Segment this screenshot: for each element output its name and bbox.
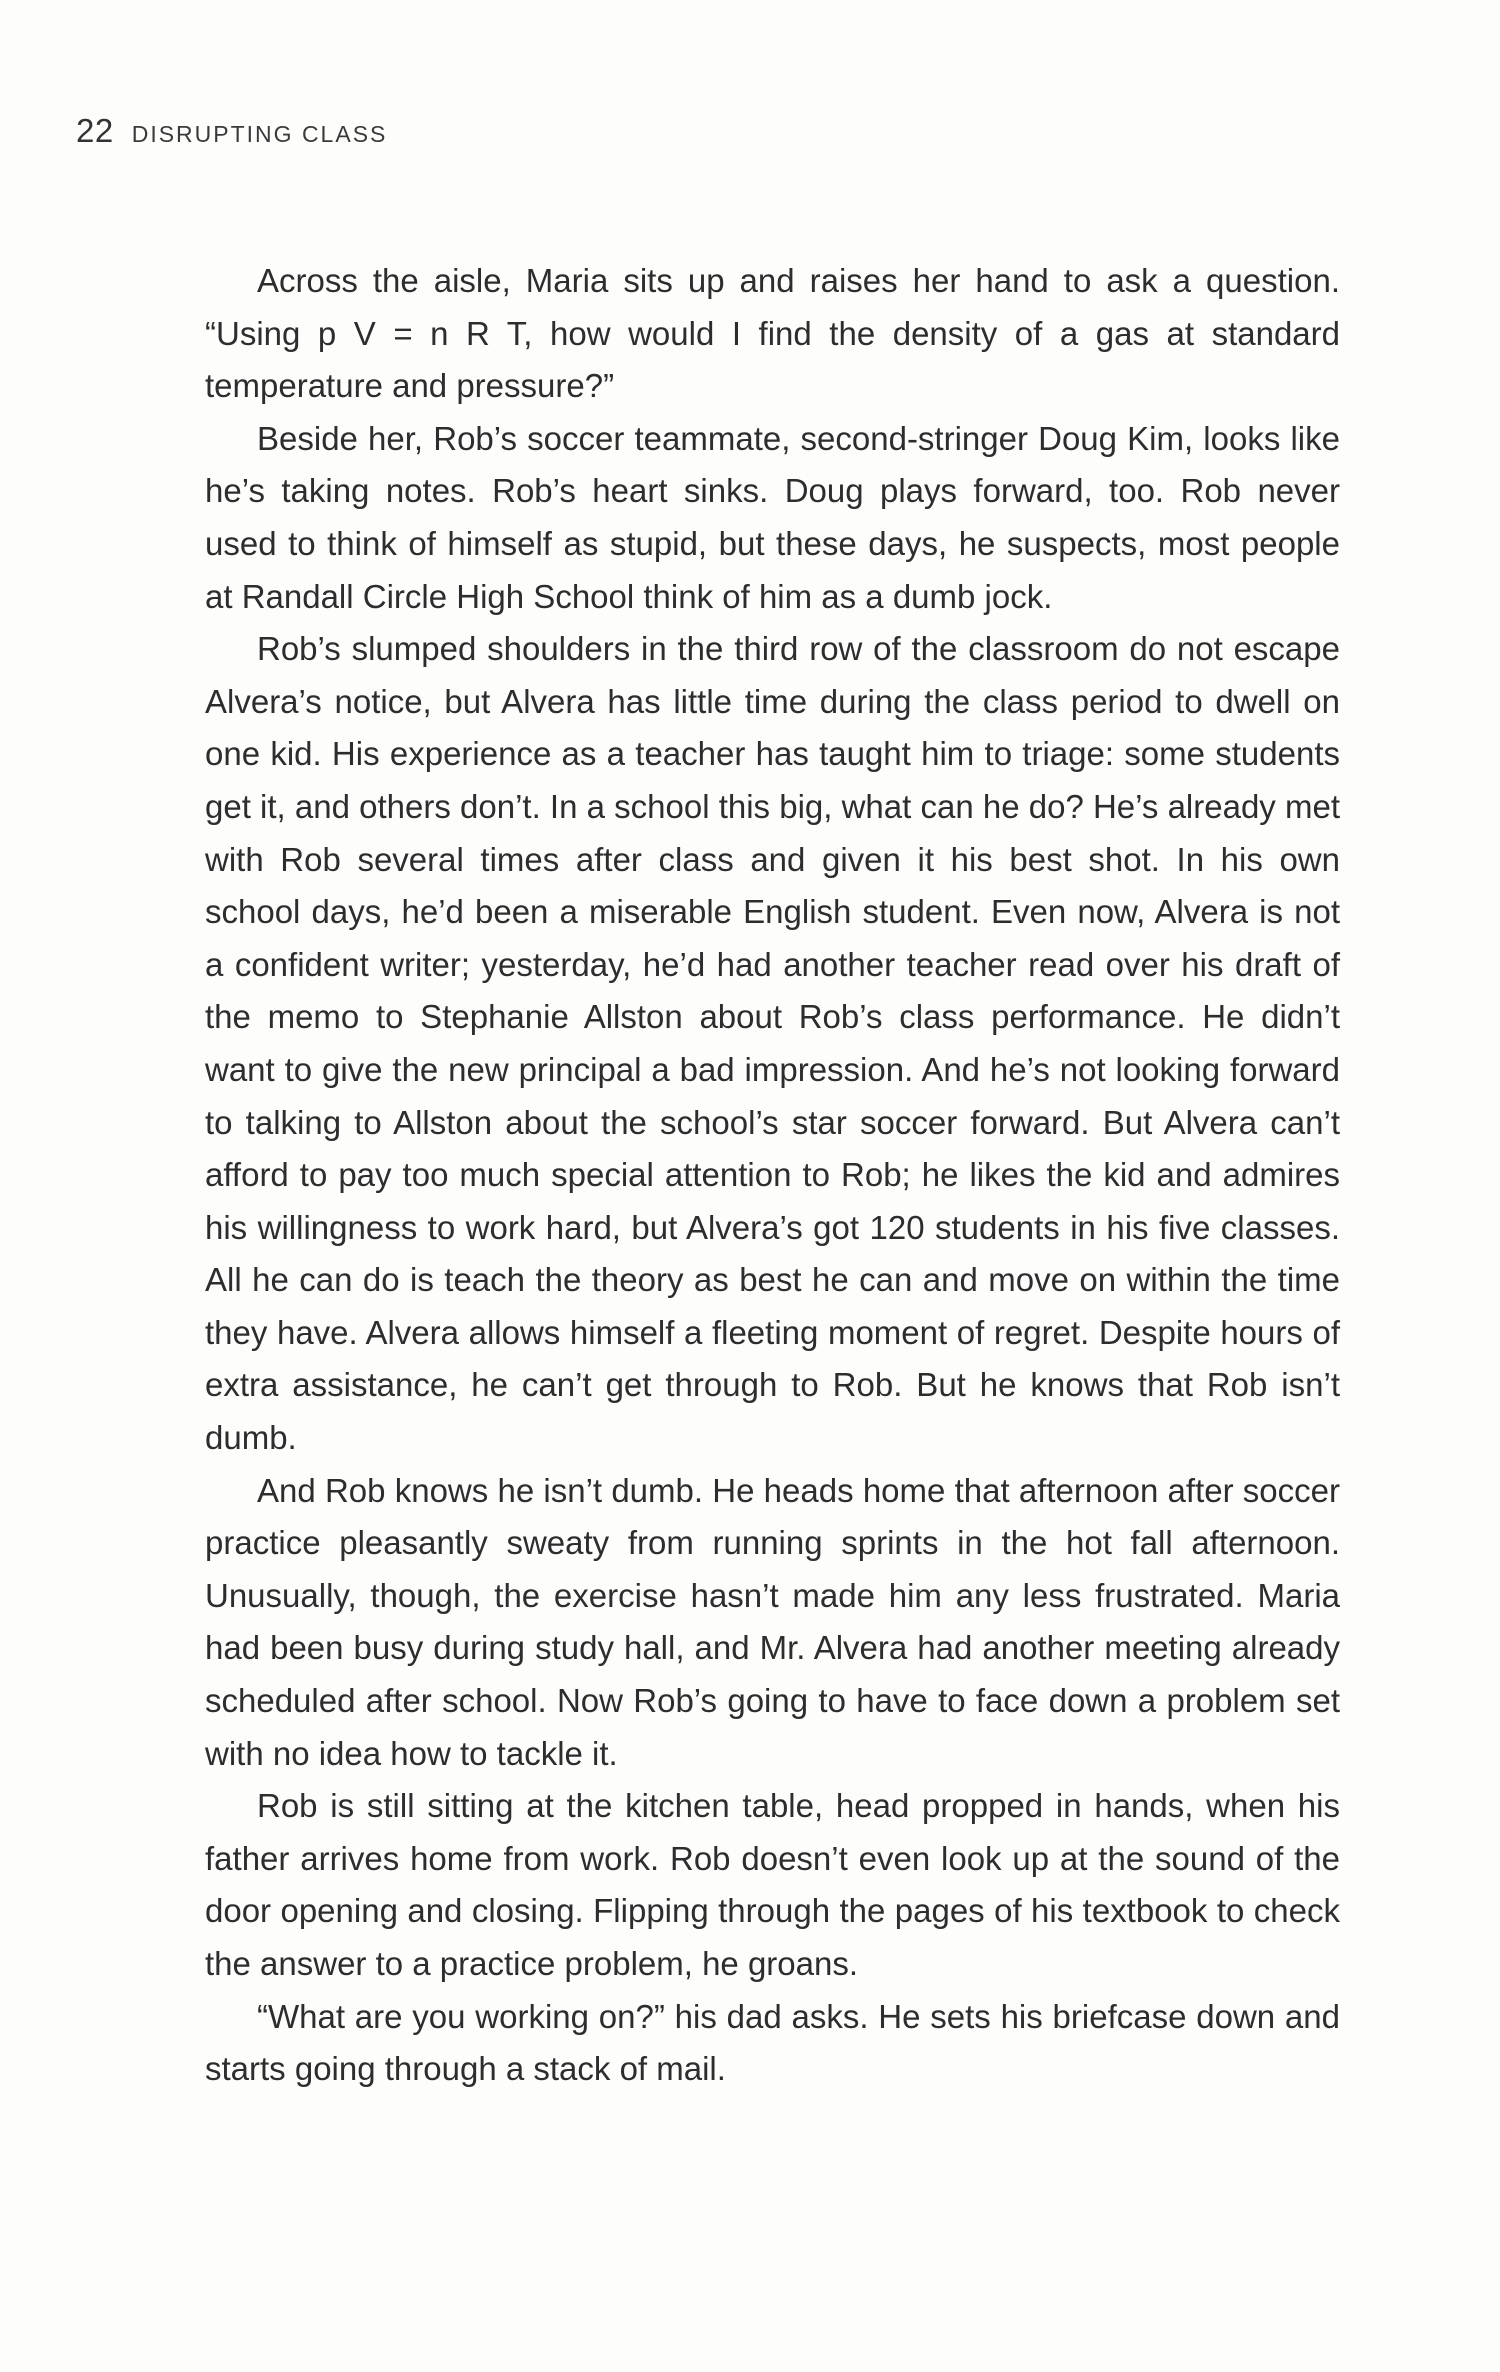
paragraph: Across the aisle, Maria sits up and raises her hand to ask a question. “Using p V = n R T, how would I find the density of a gas at standard temperature and pressure?” (205, 262, 1340, 405)
paragraph: Rob’s slumped shoulders in the third row of the classroom do not escape Alvera’s notice, but Alvera has little time during the class period to dwell on one kid. His experience as a teacher has taught him to triage: some students get it, and others don’t. In a school this big, what can he do? He’s already met with Rob several times after class and given it his best shot. In his own school days, he’d been a miserable English student. Even now, Alvera is not a confident writer; yesterday, he’d had another teacher read over his draft of the memo to Stephanie Allston about Rob’s class performance. He didn’t want to give the new principal a bad impression. And he’s not looking forward to talking to Allston about the school’s star soccer forward. But Alvera can’t afford to pay too much special attention to Rob; he likes the kid and admires his willingness to work hard, but Alvera’s got 120 students in his five classes. All he can do is teach the theory as best he can and move on within the time they have. Alvera allows himself a fleeting moment of regret. Despite hours of extra assistance, he can’t get through to Rob. But he knows that Rob isn’t dumb. (205, 630, 1340, 1457)
paragraph: “What are you working on?” his dad asks. He sets his briefcase down and starts going through a stack of mail. (205, 1997, 1340, 2088)
paragraph: Beside her, Rob’s soccer teammate, second-stringer Doug Kim, looks like he’s taking notes. Rob’s heart sinks. Doug plays forward, too. Rob never used to think of himself as stupid, but these days, he suspects, most people at Randall Circle High School think of him as a dumb jock. (205, 419, 1340, 615)
paragraph: Rob is still sitting at the kitchen table, head propped in hands, when his father arrives home from work. Rob doesn’t even look up at the sound of the door opening and closing. Flipping through the pages of his textbook to check the answer to a practice problem, he groans. (205, 1787, 1340, 1982)
book-title: DISRUPTING CLASS (131, 121, 388, 147)
paragraph: And Rob knows he isn’t dumb. He heads home that afternoon after soccer practice pleasantly sweaty from running sprints in the hot fall afternoon. Unusually, though, the exercise hasn’t made him any less frustrated. Maria had been busy during study hall, and Mr. Alvera had another meeting already scheduled after school. Now Rob’s going to have to face down a problem set with no idea how to tackle it. (205, 1471, 1340, 1772)
running-head (76, 112, 387, 156)
body-text (205, 255, 1340, 2096)
page-number: 22 (76, 112, 114, 149)
